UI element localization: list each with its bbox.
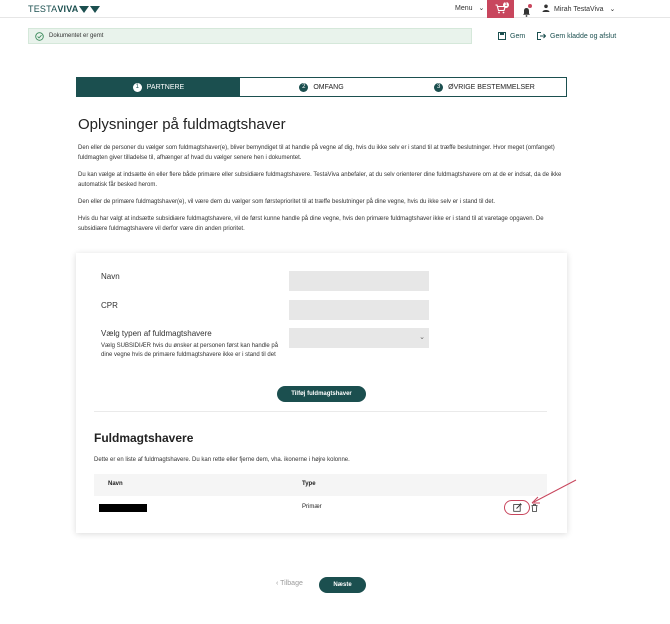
edit-icon [513, 503, 522, 512]
divider [94, 411, 547, 412]
intro-paragraph: Du kan vælge at indsætte én eller flere både primære eller subsidiære fuldmagtshavere. TestaViva anbefaler, at du selv orienterer dine fuldmagtshavere om at de er indsat, da de ikke automatisk får besked herom. [78, 172, 562, 188]
save-button[interactable] [498, 32, 525, 40]
saved-notice-text: Dokumentet er gemt [49, 33, 104, 39]
intro-paragraph: Den eller de personer du vælger som fuldmagtshaver(e), bliver bemyndiget til at handle på vegne af dig, hvis du ikke selv er i stand til at træffe beslutninger. Hvor meget (omfanget) fuldmagten giver tilladelse til, afhænger af hvad du vælger senere hen i dokumentet. [78, 145, 555, 161]
top-bar [0, 0, 670, 18]
next-button[interactable]: Næste [319, 577, 366, 593]
logo[interactable] [28, 4, 100, 14]
step-label: ØVRIGE BESTEMMELSER [448, 83, 535, 91]
notifications-button[interactable] [522, 4, 531, 22]
cart-badge: 1 [504, 2, 508, 8]
bell-icon [522, 7, 531, 17]
step-progress [76, 77, 567, 97]
intro-paragraph: Den eller de primære fuldmagtshaver(e), vil være dem du vælger som førsteprioritet til at træffe beslutninger på dine vegne, hvis du ikke selv er i stand til det. [78, 199, 496, 205]
logo-mark-icon [79, 6, 89, 13]
save-exit-label: Gem kladde og afslut [550, 33, 617, 40]
cpr-label: CPR [101, 301, 118, 310]
menu-button[interactable] [455, 4, 484, 12]
type-label: Vælg typen af fuldmagtshavere [101, 329, 212, 338]
save-and-exit-button[interactable] [537, 32, 616, 40]
saved-notice [28, 28, 472, 44]
cpr-input[interactable] [289, 300, 429, 320]
name-input[interactable] [289, 271, 429, 291]
user-name: Mirah TestaViva [554, 6, 604, 13]
step-number: 3 [434, 83, 443, 92]
attorney-list-title: Fuldmagtshavere [94, 431, 194, 445]
step-label: OMFANG [313, 83, 344, 91]
user-menu[interactable] [542, 4, 615, 13]
column-header-type: Type [302, 481, 316, 487]
step-partnere[interactable] [77, 78, 240, 96]
page-title: Oplysninger på fuldmagtshaver [78, 116, 286, 133]
exit-icon [537, 32, 546, 40]
chevron-down-icon: ⌄ [609, 6, 616, 13]
step-label: PARTNERE [146, 83, 185, 91]
logo-mark-icon [90, 6, 100, 13]
table-header [94, 474, 547, 496]
column-header-name: Navn [108, 481, 123, 487]
check-circle-icon [35, 32, 44, 41]
annotation-arrow [528, 478, 578, 508]
save-icon [498, 32, 506, 40]
step-omfang[interactable] [240, 78, 403, 96]
type-select[interactable] [289, 328, 429, 348]
step-oevrige-bestemmelser[interactable] [403, 78, 566, 96]
logo-suffix: VIVA [57, 4, 79, 14]
chevron-left-icon: ‹ [276, 580, 281, 587]
step-number: 1 [133, 83, 142, 92]
logo-prefix: TESTA [28, 4, 58, 14]
menu-label: Menu [455, 5, 473, 12]
redacted-name [99, 504, 147, 512]
back-button[interactable] [276, 580, 303, 587]
name-label: Navn [101, 272, 120, 281]
attorney-type: Primær [302, 504, 322, 510]
type-help-text: Vælg SUBSIDIÆR hvis du ønsker at personen først kan handle på dine vegne hvis de primære fuldmagtshavere ikke er i stand til det [101, 343, 279, 358]
attorney-form-card [76, 253, 567, 533]
table-row [94, 496, 547, 520]
cart-button[interactable] [487, 0, 514, 18]
chevron-down-icon: ⌄ [419, 334, 425, 341]
chevron-down-icon: ⌄ [478, 5, 485, 12]
save-label: Gem [510, 33, 526, 40]
edit-button[interactable] [504, 500, 530, 515]
notification-dot [528, 4, 532, 8]
back-label: Tilbage [280, 580, 303, 587]
attorney-list-description: Dette er en liste af fuldmagtshavere. Du kan rette eller fjerne dem, vha. ikonerne i højre kolonne. [94, 457, 350, 463]
intro-paragraph: Hvis du har valgt at indsætte subsidiære fuldmagtshavere, vil de først kunne handle på dine vegne, hvis den primære fuldmagtshaver ikke er i stand til at varetage opgaven. De subsidiære fuldmagtshavere vil derfor være din anden prioritet. [78, 216, 544, 232]
step-number: 2 [299, 83, 308, 92]
user-icon [542, 4, 550, 12]
add-attorney-button[interactable]: Tilføj fuldmagtshaver [277, 386, 366, 402]
